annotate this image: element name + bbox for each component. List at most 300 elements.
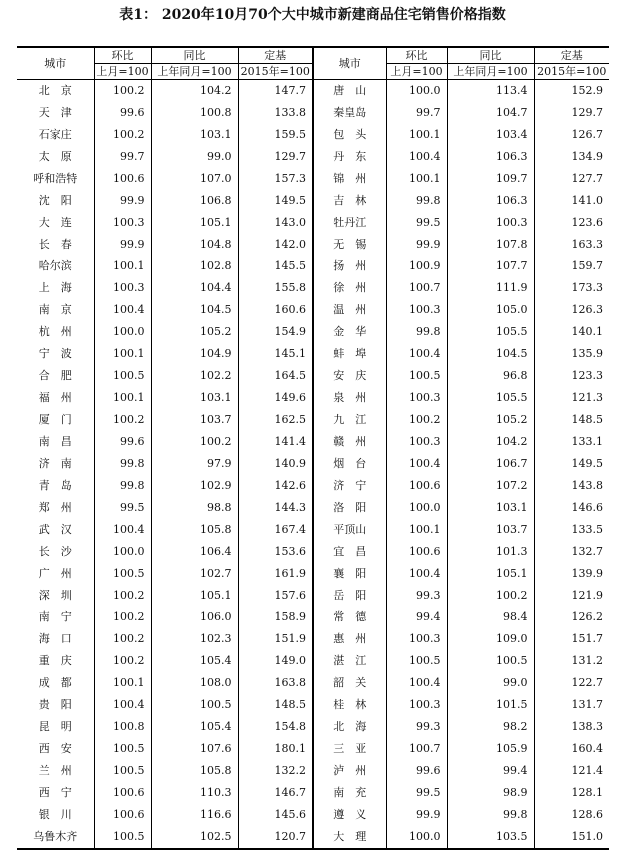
- city-name-cell: 无 锡: [313, 234, 386, 256]
- city-name-cell: 北 海: [313, 716, 386, 738]
- price-index-table: [17, 46, 609, 850]
- fixed-index-cell: 146.6: [534, 497, 609, 519]
- mom-index-cell: 100.2: [94, 585, 151, 607]
- table-row: [17, 760, 609, 782]
- fixed-index-cell: 128.1: [534, 782, 609, 804]
- header-mom: 环比: [94, 47, 151, 64]
- mom-index-cell: 100.3: [94, 212, 151, 234]
- yoy-index-cell: 98.9: [447, 782, 534, 804]
- city-name-cell: 洛 阳: [313, 497, 386, 519]
- mom-index-cell: 100.6: [386, 541, 447, 563]
- city-name-cell: 大 理: [313, 826, 386, 849]
- table-row: [17, 102, 609, 124]
- city-name-cell: 广 州: [38, 566, 72, 580]
- header-mom-base: 上月=100: [386, 64, 447, 80]
- city-name-cell: 遵 义: [313, 804, 386, 826]
- city-name-cell: 南 充: [313, 782, 386, 804]
- fixed-index-cell: 148.5: [238, 694, 313, 716]
- table-row: [17, 607, 609, 629]
- city-name-cell: 三 亚: [313, 738, 386, 760]
- fixed-index-cell: 133.5: [534, 519, 609, 541]
- table-body: [17, 80, 609, 849]
- mom-index-cell: 99.5: [386, 212, 447, 234]
- city-name-cell: 安 庆: [313, 365, 386, 387]
- city-name-cell: 韶 关: [313, 672, 386, 694]
- table-row: [17, 628, 609, 650]
- table-row: [17, 365, 609, 387]
- yoy-index-cell: 105.1: [151, 585, 238, 607]
- yoy-index-cell: 105.1: [447, 563, 534, 585]
- yoy-index-cell: 105.4: [151, 716, 238, 738]
- mom-index-cell: 100.2: [94, 650, 151, 672]
- city-name-cell: 西 宁: [38, 785, 72, 799]
- fixed-index-cell: 160.6: [238, 299, 313, 321]
- yoy-index-cell: 97.9: [151, 453, 238, 475]
- fixed-index-cell: 149.0: [238, 650, 313, 672]
- fixed-index-cell: 143.0: [238, 212, 313, 234]
- yoy-index-cell: 100.3: [447, 212, 534, 234]
- yoy-index-cell: 105.9: [447, 738, 534, 760]
- city-name-cell: 赣 州: [313, 431, 386, 453]
- header-city: 城市: [17, 47, 94, 80]
- mom-index-cell: 100.1: [386, 519, 447, 541]
- mom-index-cell: 100.4: [386, 453, 447, 475]
- city-name-cell: 襄 阳: [313, 563, 386, 585]
- mom-index-cell: 99.9: [386, 234, 447, 256]
- yoy-index-cell: 105.1: [151, 212, 238, 234]
- fixed-index-cell: 145.5: [238, 256, 313, 278]
- mom-index-cell: 100.4: [386, 146, 447, 168]
- fixed-index-cell: 180.1: [238, 738, 313, 760]
- city-name-cell: 烟 台: [313, 453, 386, 475]
- city-name-cell: 常 德: [313, 607, 386, 629]
- yoy-index-cell: 116.6: [151, 804, 238, 826]
- city-name-cell: 吉 林: [313, 190, 386, 212]
- yoy-index-cell: 98.4: [447, 607, 534, 629]
- yoy-index-cell: 106.3: [447, 146, 534, 168]
- city-name-cell: 九 江: [313, 409, 386, 431]
- fixed-index-cell: 142.0: [238, 234, 313, 256]
- mom-index-cell: 99.3: [386, 585, 447, 607]
- yoy-index-cell: 105.5: [447, 321, 534, 343]
- mom-index-cell: 100.4: [94, 694, 151, 716]
- fixed-index-cell: 147.7: [238, 80, 313, 102]
- city-name-cell: 武 汉: [38, 522, 72, 536]
- city-name-cell: 宁 波: [38, 347, 72, 361]
- fixed-index-cell: 126.3: [534, 299, 609, 321]
- table-row: [17, 694, 609, 716]
- city-name-cell: 成 都: [38, 676, 72, 690]
- yoy-index-cell: 99.8: [447, 804, 534, 826]
- city-name-cell: 济 宁: [313, 475, 386, 497]
- mom-index-cell: 100.0: [94, 321, 151, 343]
- yoy-index-cell: 104.5: [447, 343, 534, 365]
- table-row: [17, 190, 609, 212]
- mom-index-cell: 99.9: [386, 804, 447, 826]
- fixed-index-cell: 164.5: [238, 365, 313, 387]
- city-name-cell: 济 南: [38, 456, 72, 470]
- fixed-index-cell: 123.6: [534, 212, 609, 234]
- mom-index-cell: 100.5: [386, 650, 447, 672]
- fixed-index-cell: 132.2: [238, 760, 313, 782]
- fixed-index-cell: 141.4: [238, 431, 313, 453]
- city-name-cell: 泉 州: [313, 387, 386, 409]
- mom-index-cell: 99.4: [386, 607, 447, 629]
- city-name-cell: 扬 州: [313, 256, 386, 278]
- mom-index-cell: 100.9: [386, 256, 447, 278]
- yoy-index-cell: 107.0: [151, 168, 238, 190]
- city-name-cell: 丹 东: [313, 146, 386, 168]
- yoy-index-cell: 107.8: [447, 234, 534, 256]
- city-name-cell: 宜 昌: [313, 541, 386, 563]
- yoy-index-cell: 110.3: [151, 782, 238, 804]
- yoy-index-cell: 104.9: [151, 343, 238, 365]
- yoy-index-cell: 105.5: [447, 387, 534, 409]
- table-row: [17, 387, 609, 409]
- header-fixed: 定基: [534, 47, 609, 64]
- fixed-index-cell: 143.8: [534, 475, 609, 497]
- mom-index-cell: 100.1: [94, 387, 151, 409]
- city-name-cell: 南 宁: [38, 610, 72, 624]
- mom-index-cell: 100.4: [386, 672, 447, 694]
- city-name-cell: 泸 州: [313, 760, 386, 782]
- fixed-index-cell: 173.3: [534, 277, 609, 299]
- city-name-cell: 长 沙: [38, 544, 72, 558]
- mom-index-cell: 100.4: [94, 299, 151, 321]
- table-row: [17, 804, 609, 826]
- fixed-index-cell: 128.6: [534, 804, 609, 826]
- yoy-index-cell: 105.2: [447, 409, 534, 431]
- fixed-index-cell: 129.7: [534, 102, 609, 124]
- yoy-index-cell: 100.2: [151, 431, 238, 453]
- city-name-cell: 南 昌: [38, 434, 72, 448]
- fixed-index-cell: 151.7: [534, 628, 609, 650]
- fixed-index-cell: 157.3: [238, 168, 313, 190]
- fixed-index-cell: 159.7: [534, 256, 609, 278]
- fixed-index-cell: 135.9: [534, 343, 609, 365]
- yoy-index-cell: 109.0: [447, 628, 534, 650]
- mom-index-cell: 100.8: [94, 716, 151, 738]
- fixed-index-cell: 145.1: [238, 343, 313, 365]
- mom-index-cell: 100.5: [386, 365, 447, 387]
- yoy-index-cell: 102.8: [151, 256, 238, 278]
- mom-index-cell: 99.3: [386, 716, 447, 738]
- header-fixed: 定基: [238, 47, 313, 64]
- city-name-cell: 海 口: [38, 632, 72, 646]
- mom-index-cell: 100.0: [386, 497, 447, 519]
- fixed-index-cell: 127.7: [534, 168, 609, 190]
- yoy-index-cell: 104.2: [447, 431, 534, 453]
- yoy-index-cell: 98.2: [447, 716, 534, 738]
- mom-index-cell: 99.8: [94, 475, 151, 497]
- header-yoy-base: 上年同月=100: [447, 64, 534, 80]
- fixed-index-cell: 140.9: [238, 453, 313, 475]
- fixed-index-cell: 133.8: [238, 102, 313, 124]
- header-yoy-base: 上年同月=100: [151, 64, 238, 80]
- header-city: 城市: [313, 47, 386, 80]
- mom-index-cell: 100.3: [386, 628, 447, 650]
- mom-index-cell: 100.1: [94, 672, 151, 694]
- yoy-index-cell: 106.8: [151, 190, 238, 212]
- fixed-index-cell: 154.9: [238, 321, 313, 343]
- yoy-index-cell: 101.5: [447, 694, 534, 716]
- mom-index-cell: 100.3: [386, 387, 447, 409]
- header-mom: 环比: [386, 47, 447, 64]
- city-name-cell: 桂 林: [313, 694, 386, 716]
- mom-index-cell: 99.9: [94, 234, 151, 256]
- mom-index-cell: 100.6: [94, 782, 151, 804]
- fixed-index-cell: 161.9: [238, 563, 313, 585]
- mom-index-cell: 100.1: [94, 256, 151, 278]
- yoy-index-cell: 104.2: [151, 80, 238, 102]
- fixed-index-cell: 145.6: [238, 804, 313, 826]
- fixed-index-cell: 167.4: [238, 519, 313, 541]
- city-name-cell: 牡丹江: [313, 212, 386, 234]
- table-row: [17, 299, 609, 321]
- mom-index-cell: 100.4: [386, 343, 447, 365]
- yoy-index-cell: 100.8: [151, 102, 238, 124]
- city-name-cell: 贵 阳: [38, 698, 72, 712]
- table-row: [17, 519, 609, 541]
- yoy-index-cell: 105.8: [151, 760, 238, 782]
- city-name-cell: 哈尔滨: [38, 259, 72, 273]
- fixed-index-cell: 121.3: [534, 387, 609, 409]
- fixed-index-cell: 153.6: [238, 541, 313, 563]
- city-name-cell: 秦皇岛: [313, 102, 386, 124]
- yoy-index-cell: 102.7: [151, 563, 238, 585]
- mom-index-cell: 100.5: [94, 738, 151, 760]
- fixed-index-cell: 154.8: [238, 716, 313, 738]
- fixed-index-cell: 159.5: [238, 124, 313, 146]
- fixed-index-cell: 126.2: [534, 607, 609, 629]
- city-name-cell: 唐 山: [313, 80, 386, 102]
- mom-index-cell: 100.2: [386, 409, 447, 431]
- yoy-index-cell: 104.5: [151, 299, 238, 321]
- city-name-cell: 乌鲁木齐: [17, 826, 94, 849]
- mom-index-cell: 100.3: [386, 299, 447, 321]
- city-name-cell: 兰 州: [38, 764, 72, 778]
- mom-index-cell: 99.6: [94, 102, 151, 124]
- fixed-index-cell: 133.1: [534, 431, 609, 453]
- city-name-cell: 惠 州: [313, 628, 386, 650]
- mom-index-cell: 99.8: [94, 453, 151, 475]
- city-name-cell: 杭 州: [38, 325, 72, 339]
- fixed-index-cell: 149.5: [238, 190, 313, 212]
- mom-index-cell: 100.7: [386, 277, 447, 299]
- mom-index-cell: 99.9: [94, 190, 151, 212]
- city-name-cell: 昆 明: [38, 720, 72, 734]
- table-row: [17, 321, 609, 343]
- table-row: [17, 497, 609, 519]
- yoy-index-cell: 103.1: [151, 387, 238, 409]
- city-name-cell: 南 京: [38, 303, 72, 317]
- mom-index-cell: 100.4: [386, 563, 447, 585]
- mom-index-cell: 99.5: [94, 497, 151, 519]
- city-name-cell: 包 头: [313, 124, 386, 146]
- yoy-index-cell: 107.7: [447, 256, 534, 278]
- table-row: [17, 168, 609, 190]
- mom-index-cell: 100.1: [386, 168, 447, 190]
- fixed-index-cell: 163.8: [238, 672, 313, 694]
- mom-index-cell: 100.3: [94, 277, 151, 299]
- mom-index-cell: 99.7: [386, 102, 447, 124]
- city-name-cell: 深 圳: [38, 588, 72, 602]
- yoy-index-cell: 111.9: [447, 277, 534, 299]
- fixed-index-cell: 144.3: [238, 497, 313, 519]
- mom-index-cell: 99.8: [386, 321, 447, 343]
- fixed-index-cell: 121.9: [534, 585, 609, 607]
- city-name-cell: 沈 阳: [38, 193, 72, 207]
- table-row: [17, 650, 609, 672]
- yoy-index-cell: 103.1: [151, 124, 238, 146]
- yoy-index-cell: 106.3: [447, 190, 534, 212]
- table-row: [17, 453, 609, 475]
- mom-index-cell: 99.7: [94, 146, 151, 168]
- city-name-cell: 呼和浩特: [33, 171, 78, 185]
- yoy-index-cell: 105.8: [151, 519, 238, 541]
- yoy-index-cell: 105.4: [151, 650, 238, 672]
- header-yoy: 同比: [151, 47, 238, 64]
- city-name-cell: 西 安: [38, 742, 72, 756]
- yoy-index-cell: 100.2: [447, 585, 534, 607]
- table-row: [17, 146, 609, 168]
- table-row: [17, 826, 609, 849]
- city-name-cell: 徐 州: [313, 277, 386, 299]
- city-name-cell: 大 连: [38, 215, 72, 229]
- yoy-index-cell: 99.0: [447, 672, 534, 694]
- mom-index-cell: 99.6: [94, 431, 151, 453]
- fixed-index-cell: 131.2: [534, 650, 609, 672]
- page-title: 表1： 2020年10月70个大中城市新建商品住宅销售价格指数: [119, 7, 506, 23]
- fixed-index-cell: 122.7: [534, 672, 609, 694]
- city-name-cell: 北 京: [38, 83, 72, 97]
- yoy-index-cell: 103.5: [447, 826, 534, 849]
- mom-index-cell: 100.7: [386, 738, 447, 760]
- fixed-index-cell: 120.7: [238, 826, 313, 849]
- yoy-index-cell: 104.8: [151, 234, 238, 256]
- mom-index-cell: 100.0: [386, 80, 447, 102]
- yoy-index-cell: 102.5: [151, 826, 238, 849]
- mom-index-cell: 100.5: [94, 365, 151, 387]
- table-row: [17, 475, 609, 497]
- table-row: [17, 431, 609, 453]
- mom-index-cell: 100.3: [386, 431, 447, 453]
- yoy-index-cell: 103.4: [447, 124, 534, 146]
- fixed-index-cell: 163.3: [534, 234, 609, 256]
- header-fixed-base: 2015年=100: [534, 64, 609, 80]
- fixed-index-cell: 162.5: [238, 409, 313, 431]
- fixed-index-cell: 157.6: [238, 585, 313, 607]
- fixed-index-cell: 140.1: [534, 321, 609, 343]
- city-name-cell: 银 川: [38, 807, 72, 821]
- mom-index-cell: 100.0: [386, 826, 447, 849]
- yoy-index-cell: 109.7: [447, 168, 534, 190]
- table-row: [17, 541, 609, 563]
- fixed-index-cell: 146.7: [238, 782, 313, 804]
- yoy-index-cell: 103.7: [151, 409, 238, 431]
- fixed-index-cell: 141.0: [534, 190, 609, 212]
- mom-index-cell: 99.8: [386, 190, 447, 212]
- fixed-index-cell: 158.9: [238, 607, 313, 629]
- city-name-cell: 湛 江: [313, 650, 386, 672]
- yoy-index-cell: 99.4: [447, 760, 534, 782]
- mom-index-cell: 99.6: [386, 760, 447, 782]
- yoy-index-cell: 100.5: [151, 694, 238, 716]
- table-row: [17, 212, 609, 234]
- table-row: [17, 343, 609, 365]
- fixed-index-cell: 126.7: [534, 124, 609, 146]
- yoy-index-cell: 96.8: [447, 365, 534, 387]
- yoy-index-cell: 103.7: [447, 519, 534, 541]
- yoy-index-cell: 107.6: [151, 738, 238, 760]
- fixed-index-cell: 151.0: [534, 826, 609, 849]
- table-row: [17, 585, 609, 607]
- mom-index-cell: 100.0: [94, 541, 151, 563]
- city-name-cell: 重 庆: [38, 654, 72, 668]
- table-row: [17, 234, 609, 256]
- mom-index-cell: 100.6: [386, 475, 447, 497]
- mom-index-cell: 100.5: [94, 826, 151, 849]
- table-row: [17, 738, 609, 760]
- yoy-index-cell: 101.3: [447, 541, 534, 563]
- yoy-index-cell: 100.5: [447, 650, 534, 672]
- yoy-index-cell: 105.2: [151, 321, 238, 343]
- city-name-cell: 蚌 埠: [313, 343, 386, 365]
- mom-index-cell: 100.6: [94, 804, 151, 826]
- yoy-index-cell: 104.4: [151, 277, 238, 299]
- mom-index-cell: 100.6: [94, 168, 151, 190]
- mom-index-cell: 100.4: [94, 519, 151, 541]
- table-header: [17, 47, 609, 80]
- city-name-cell: 温 州: [313, 299, 386, 321]
- table-row: [17, 277, 609, 299]
- yoy-index-cell: 98.8: [151, 497, 238, 519]
- yoy-index-cell: 106.7: [447, 453, 534, 475]
- yoy-index-cell: 107.2: [447, 475, 534, 497]
- city-name-cell: 天 津: [38, 105, 72, 119]
- mom-index-cell: 100.2: [94, 607, 151, 629]
- city-name-cell: 锦 州: [313, 168, 386, 190]
- fixed-index-cell: 129.7: [238, 146, 313, 168]
- fixed-index-cell: 152.9: [534, 80, 609, 102]
- fixed-index-cell: 155.8: [238, 277, 313, 299]
- yoy-index-cell: 99.0: [151, 146, 238, 168]
- city-name-cell: 厦 门: [38, 413, 72, 427]
- mom-index-cell: 100.3: [386, 694, 447, 716]
- city-name-cell: 郑 州: [38, 500, 72, 514]
- fixed-index-cell: 132.7: [534, 541, 609, 563]
- fixed-index-cell: 134.9: [534, 146, 609, 168]
- fixed-index-cell: 121.4: [534, 760, 609, 782]
- fixed-index-cell: 148.5: [534, 409, 609, 431]
- fixed-index-cell: 151.9: [238, 628, 313, 650]
- yoy-index-cell: 102.9: [151, 475, 238, 497]
- header-mom-base: 上月=100: [94, 64, 151, 80]
- yoy-index-cell: 106.4: [151, 541, 238, 563]
- yoy-index-cell: 104.7: [447, 102, 534, 124]
- table-row: [17, 409, 609, 431]
- fixed-index-cell: 138.3: [534, 716, 609, 738]
- fixed-index-cell: 131.7: [534, 694, 609, 716]
- city-name-cell: 青 岛: [38, 478, 72, 492]
- fixed-index-cell: 142.6: [238, 475, 313, 497]
- table-row: [17, 782, 609, 804]
- header-fixed-base: 2015年=100: [238, 64, 313, 80]
- mom-index-cell: 100.2: [94, 124, 151, 146]
- fixed-index-cell: 149.6: [238, 387, 313, 409]
- mom-index-cell: 100.2: [94, 409, 151, 431]
- yoy-index-cell: 103.1: [447, 497, 534, 519]
